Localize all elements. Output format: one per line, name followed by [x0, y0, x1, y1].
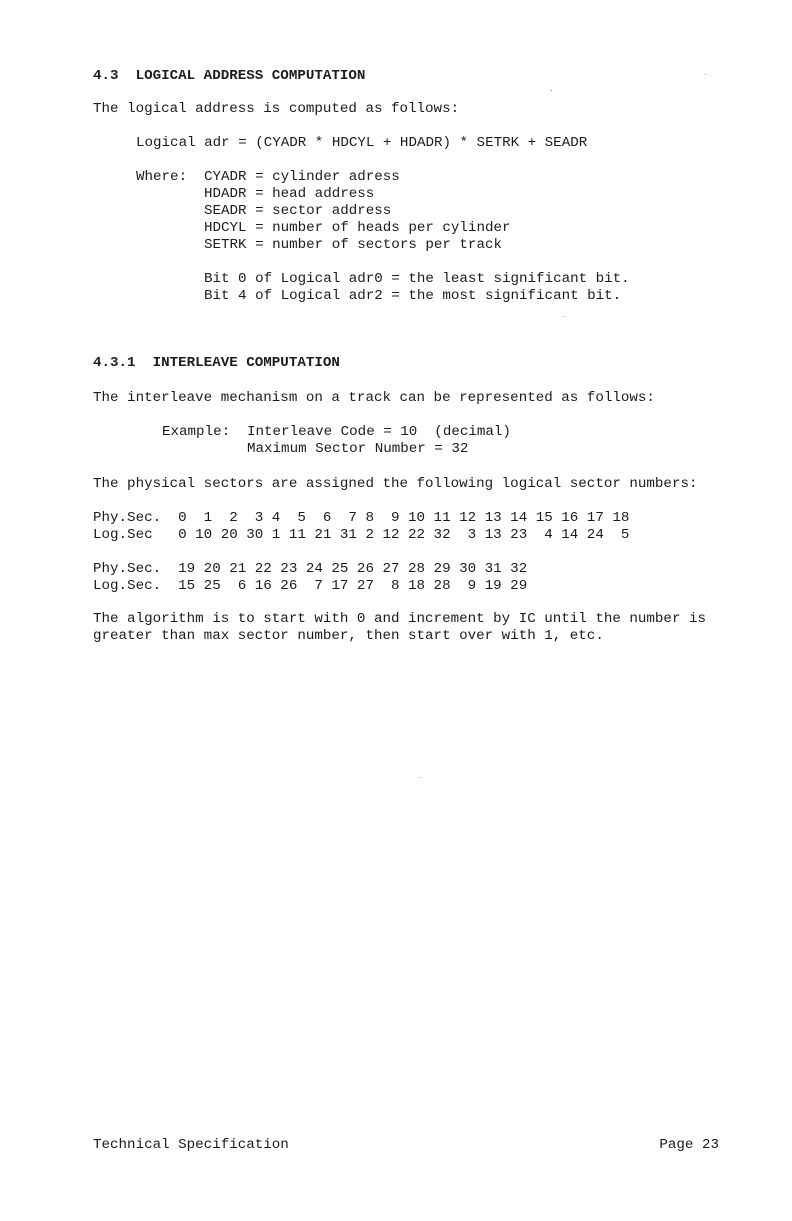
definition-item: SETRK = number of sectors per track: [204, 237, 502, 253]
table-row: Log.Sec 0 10 20 30 1 11 21 31 2 12 22 32 3 13 23 4 14 24 5: [93, 527, 630, 543]
formula: Logical adr = (CYADR * HDCYL + HDADR) * SETRK + SEADR: [136, 135, 588, 151]
algorithm-text: greater than max sector number, then start over with 1, etc.: [93, 628, 604, 644]
definition-item: SEADR = sector address: [204, 203, 392, 219]
definition-item: HDCYL = number of heads per cylinder: [204, 220, 511, 236]
speck: [705, 74, 706, 75]
table-row: Phy.Sec. 19 20 21 22 23 24 25 26 27 28 29 30 31 32: [93, 561, 528, 577]
algorithm-text: The algorithm is to start with 0 and increment by IC until the number is: [93, 611, 706, 627]
speck: [551, 90, 552, 91]
definition-item: HDADR = head address: [204, 186, 375, 202]
table-row: Phy.Sec. 0 1 2 3 4 5 6 7 8 9 10 11 12 13 14 15 16 17 18: [93, 510, 630, 526]
table-row: Log.Sec. 15 25 6 16 26 7 17 27 8 18 28 9 19 29: [93, 578, 528, 594]
definition-item: CYADR = cylinder adress: [204, 169, 400, 185]
footer-title: Technical Specification: [93, 1137, 289, 1153]
bit-note: Bit 0 of Logical adr0 = the least significant bit.: [204, 271, 630, 287]
page-number: Page 23: [659, 1137, 719, 1153]
speck: [563, 316, 564, 317]
speck: [420, 777, 421, 778]
example-line: Maximum Sector Number = 32: [247, 441, 469, 457]
section-heading-4-3-1: 4.3.1 INTERLEAVE COMPUTATION: [93, 355, 340, 371]
bit-note: Bit 4 of Logical adr2 = the most significant bit.: [204, 288, 622, 304]
interleave-intro: The interleave mechanism on a track can be represented as follows:: [93, 390, 655, 406]
intro-text: The logical address is computed as follows:: [93, 101, 460, 117]
example-label: Example:: [162, 424, 231, 440]
section-heading-4-3: 4.3 LOGICAL ADDRESS COMPUTATION: [93, 68, 366, 84]
where-label: Where:: [136, 169, 188, 185]
assign-text: The physical sectors are assigned the following logical sector numbers:: [93, 476, 698, 492]
example-line: Interleave Code = 10 (decimal): [247, 424, 511, 440]
